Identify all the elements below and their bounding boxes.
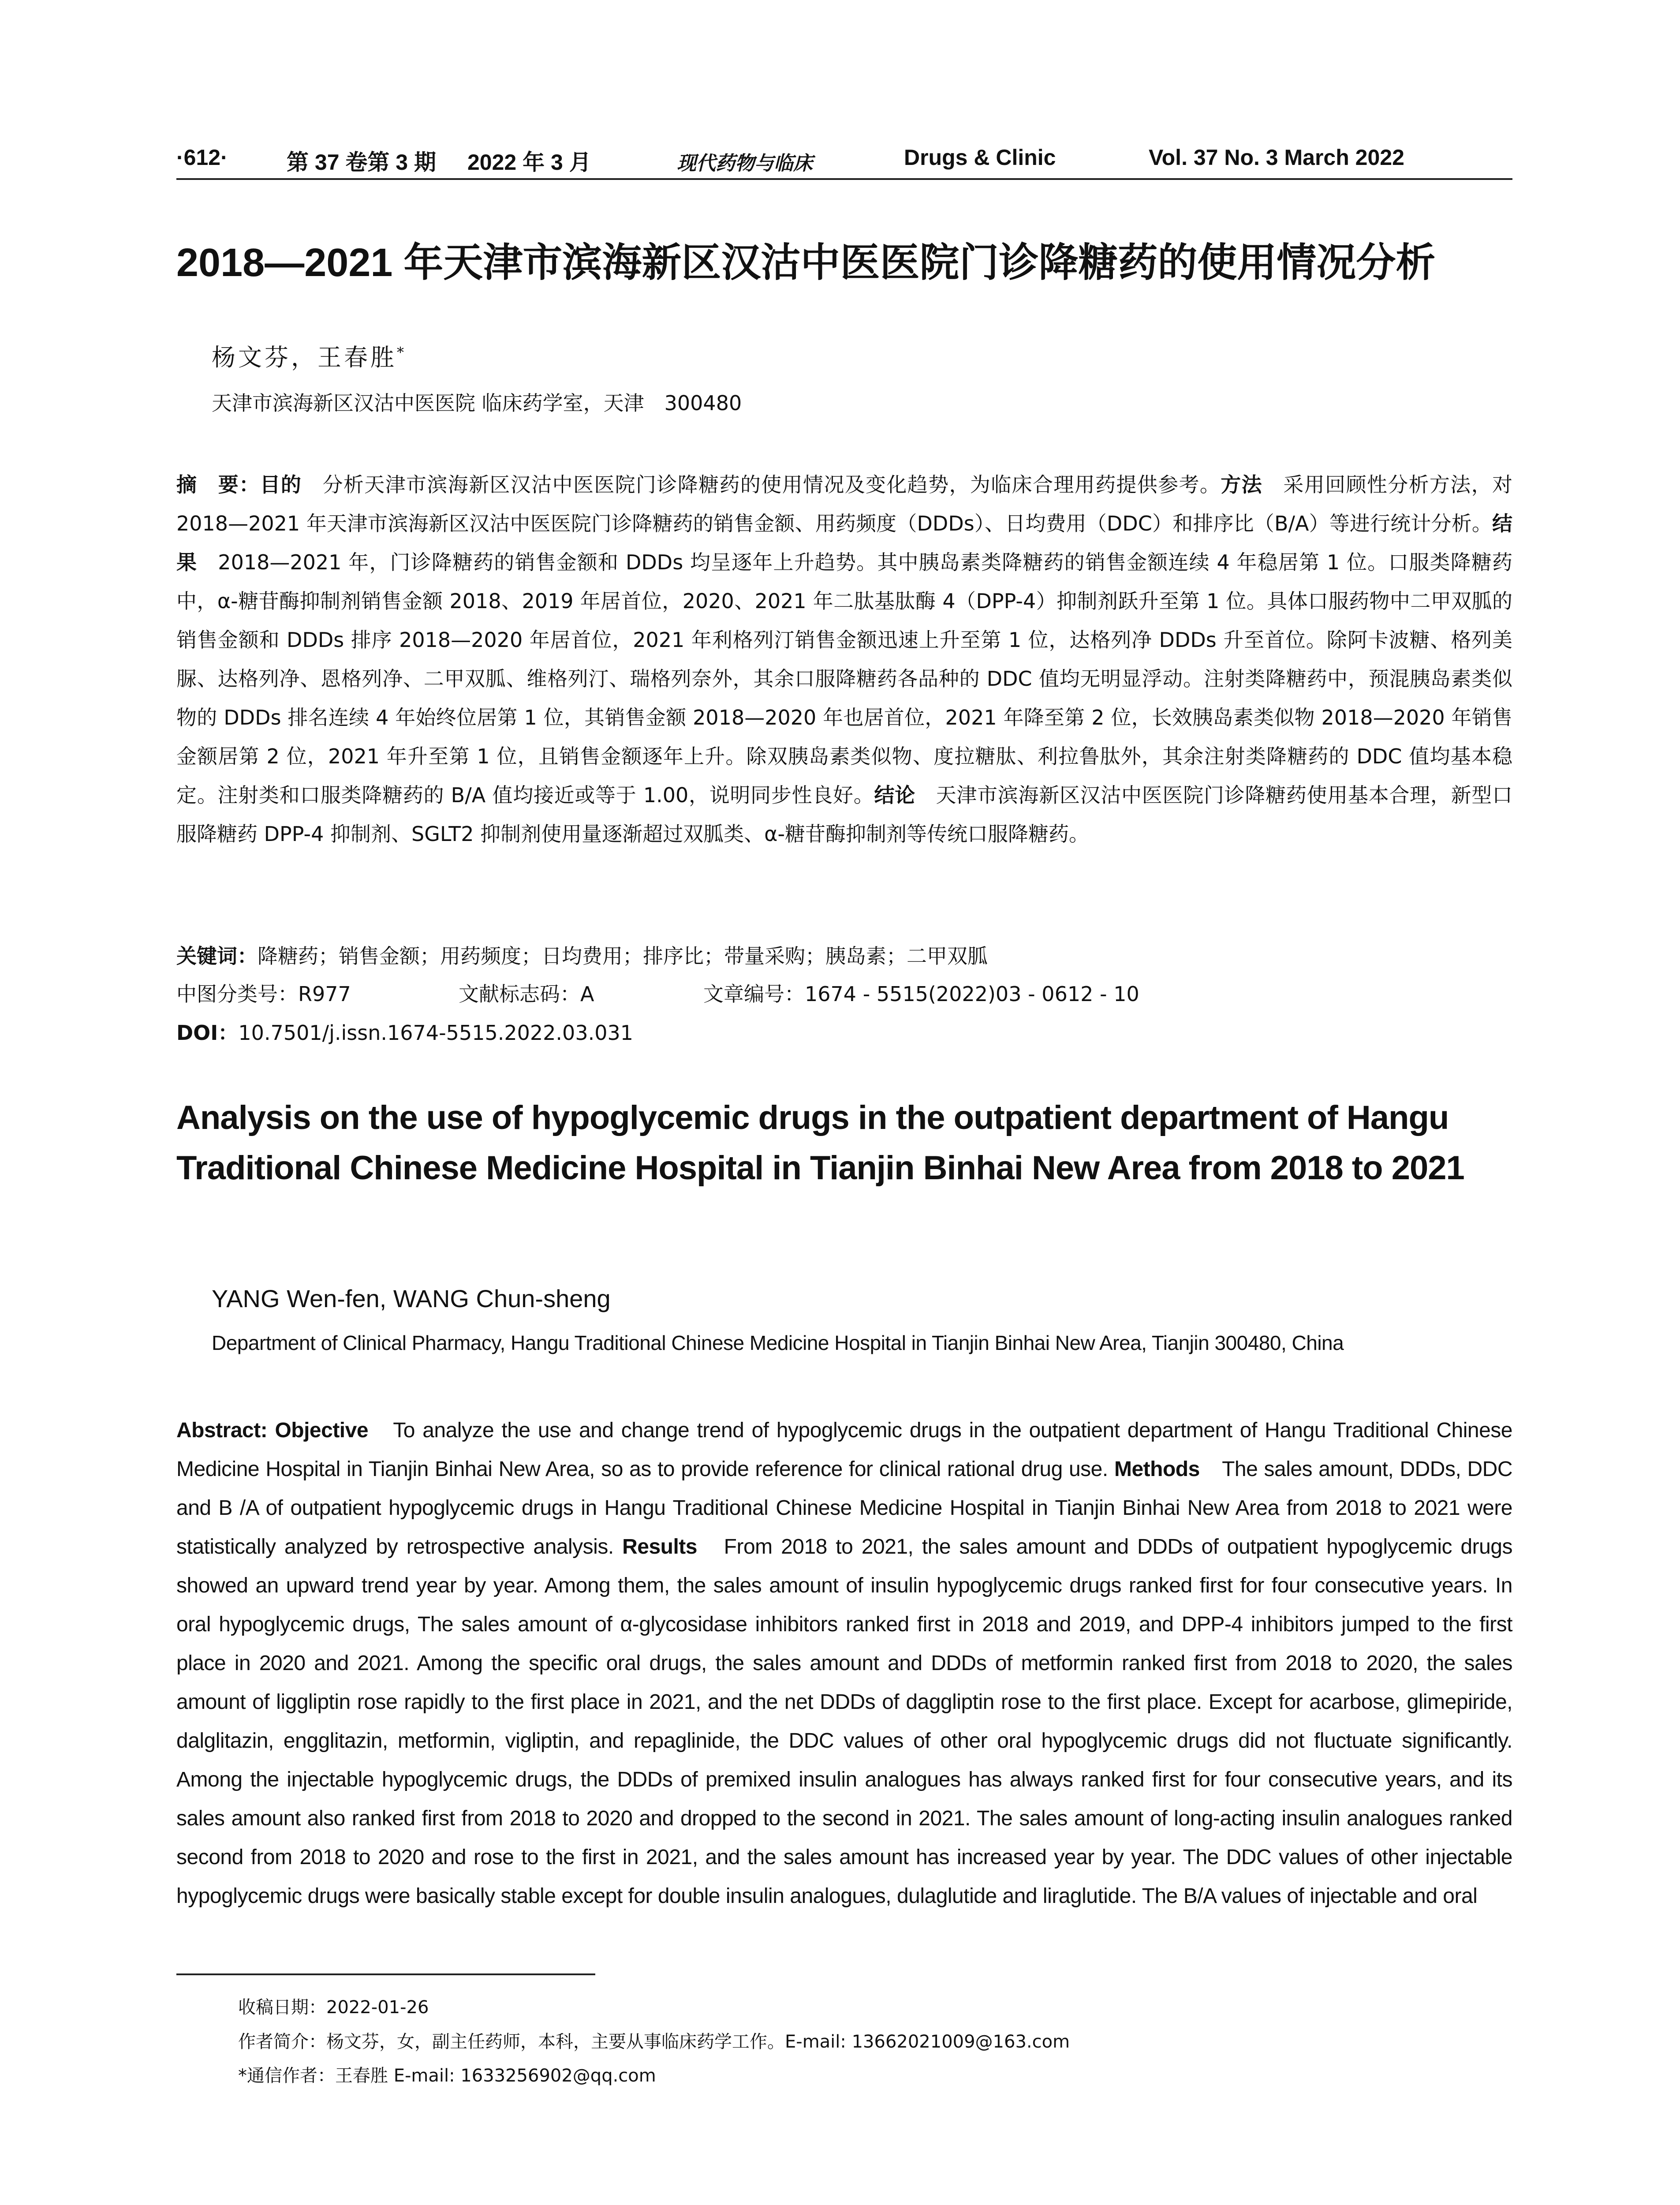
results-en-text: From 2018 to 2021, the sales amount and DDDs of outpatient hypoglycemic drugs showed an upward trend year by year. Among them, the sales amount of insulin hypoglycemic drugs ranked first for four consecutive years. In oral hypoglycemic drugs, The sales amount of α-glycosidase inhibitors ranked first in 2018 and 2019, and DPP-4 inhibitors jumped to the first place in 2020 and 2021. Among the specific oral drugs, the sales amount and DDDs of metformin ranked first from 2018 to 2020, the sales amount of liggliptin rose rapidly to the first place in 2021, and the net DDDs of daggliptin rose to the first place. Except for acarbose, glimepiride, dalglitazin, engglitazin, metformin, vigliptin, and repaglinide, the DDC values of other oral hypoglycemic drugs did not fluctuate significantly. Among the injectable hypoglycemic drugs, the DDDs of premixed insulin analogues has always ranked first for four consecutive years, and its sales amount also ranked first from 2018 to 2020 and dropped to the second in 2021. The sales amount of long-acting insulin analogues ranked second from 2018 to 2020 and rose to the first in 2021, and the sales amount has increased year by year. The DDC values of other injectable hypoglycemic drugs were basically stable except for double insulin analogues, dulaglutide and liraglutide. The B/A values of injectable and oral <box>176 1535 1512 1908</box>
footnote-author <box>238 2028 1070 2053</box>
affiliation-en: Department of Clinical Pharmacy, Hangu Traditional Chinese Medicine Hospital in Tianjin Binhai New Area, Tianjin 300480, China <box>212 1331 1344 1354</box>
footnote-rule <box>176 1973 595 1975</box>
article-number: 文章编号：1674 - 5515(2022)03 - 0612 - 10 <box>703 982 1139 1006</box>
document-code: 文献标志码：A <box>459 982 594 1006</box>
abstract-en-label: Abstract: <box>176 1419 275 1442</box>
objective-cn-label: 目的 <box>260 473 302 497</box>
keywords-label: 关键词： <box>176 944 258 968</box>
journal-name-cn: 现代药物与临床 <box>677 152 813 175</box>
keywords <box>176 940 988 969</box>
affiliation-cn: 天津市滨海新区汉沽中医医院 临床药学室，天津 300480 <box>212 391 742 415</box>
journal-name-en: Drugs & Clinic <box>904 145 1056 170</box>
methods-cn-label: 方法 <box>1221 473 1263 497</box>
date-cn: 2022 年 3 月 <box>467 150 591 175</box>
header-rule <box>176 178 1512 180</box>
doi-link[interactable]: 10.7501/j.issn.1674-5515.2022.03.031 <box>238 1021 634 1045</box>
title-en: Analysis on the use of hypoglycemic drugs in the outpatient department of Hangu Traditional Chinese Medicine Hospital in Tianjin Binhai New Area from 2018 to 2021 <box>176 1099 1464 1187</box>
footnote-received: 收稿日期：2022-01-26 <box>238 1997 429 2018</box>
footnote-corr-label: *通信作者： <box>238 2066 335 2086</box>
title-cn: 2018—2021 年天津市滨海新区汉沽中医医院门诊降糖药的使用情况分析 <box>176 241 1436 285</box>
authors-en: YANG Wen-fen, WANG Chun-sheng <box>212 1285 611 1312</box>
doi-label: DOI： <box>176 1021 239 1045</box>
footnote-corresponding <box>238 2062 656 2087</box>
objective-cn-text: 分析天津市滨海新区汉沽中医医院门诊降糖药的使用情况及变化趋势，为临床合理用药提供参考。 <box>302 473 1221 497</box>
corresponding-mark: * <box>397 344 407 361</box>
abstract-en <box>176 1411 1512 1916</box>
authors-cn <box>212 339 407 373</box>
authors-cn-names: 杨文芬，王春胜 <box>212 344 397 371</box>
abstract-cn-label: 摘 要： <box>176 473 260 497</box>
abstract-cn <box>176 465 1512 853</box>
results-cn-text: 2018—2021 年，门诊降糖药的销售金额和 DDDs 均呈逐年上升趋势。其中胰岛素类降糖药的销售金额连续 4 年稳居第 1 位。口服类降糖药中，α-糖苷酶抑制剂销售金额 2018、2019 年居首位，2020、2021 年二肽基肽酶 4（DPP-4）抑制剂跃升至第 1 位。具体口服药物中二甲双胍的销售金额和 DDDs 排序 2018—2020 年居首位，2021 年利格列汀销售金额迅速上升至第 1 位，达格列净 DDDs 升至首位。除阿卡波糖、格列美脲、达格列净、恩格列净、二甲双胍、维格列汀、瑞格列奈外，其余口服降糖药各品种的 DDC 值均无明显浮动。注射类降糖药中，预混胰岛素类似物的 DDDs 排名连续 4 年始终位居第 1 位，其销售金额 2018—2020 年也居首位，2021 年降至第 2 位，长效胰岛素类似物 2018—2020 年销售金额居第 2 位，2021 年升至第 1 位，且销售金额逐年上升。除双胰岛素类似物、度拉糖肽、利拉鲁肽外，其余注射类降糖药的 DDC 值均基本稳定。注射类和口服类降糖药的 B/A 值均接近或等于 1.00，说明同步性良好。 <box>176 550 1513 807</box>
methods-en-label: Methods <box>1114 1458 1200 1481</box>
keywords-text: 降糖药；销售金额；用药频度；日均费用；排序比；带量采购；胰岛素；二甲双胍 <box>258 944 988 968</box>
methods-cn-text: 采用回顾性分析方法，对 2018—2021 年天津市滨海新区汉沽中医医院门诊降糖药的销售金额、用药频度（DDDs）、日均费用（DDC）和排序比（B/A）等进行统计分析。 <box>176 473 1513 535</box>
footnote-corr-text: 王春胜 E-mail: 1633256902@qq.com <box>335 2066 656 2086</box>
footnote-author-text: 杨文芬，女，副主任药师，本科，主要从事临床药学工作。E-mail: 13662021009@163.com <box>326 2032 1070 2052</box>
objective-en-label: Objective <box>275 1419 369 1442</box>
conclusion-cn-label: 结论 <box>874 783 915 807</box>
methods-en-text: The sales amount, DDDs, DDC and B /A of outpatient hypoglycemic drugs in Hangu Traditional Chinese Medicine Hospital in Tianjin Binhai New Area from 2018 to 2021 were statistically analyzed by retrospective analysis. <box>176 1458 1513 1558</box>
running-header <box>176 140 1512 181</box>
doi-line <box>176 1017 633 1046</box>
results-en-label: Results <box>622 1535 697 1558</box>
volume-en: Vol. 37 No. 3 March 2022 <box>1149 145 1404 170</box>
clc-number: 中图分类号：R977 <box>176 982 351 1006</box>
volume-cn: 第 37 卷第 3 期 <box>287 150 436 175</box>
footnote-author-label: 作者简介： <box>238 2032 326 2052</box>
page-number: ·612· <box>176 145 228 170</box>
conclusion-cn-text: 天津市滨海新区汉沽中医医院门诊降糖药使用基本合理，新型口服降糖药 DPP-4 抑制剂、SGLT2 抑制剂使用量逐渐超过双胍类、α-糖苷酶抑制剂等传统口服降糖药。 <box>176 783 1513 846</box>
objective-en-text: To analyze the use and change trend of hypoglycemic drugs in the outpatient department of Hangu Traditional Chinese Medicine Hospital in Tianjin Binhai New Area, so as to provide reference for clinical rational drug use. <box>176 1419 1512 1481</box>
results-cn-label: 结果 <box>176 512 1512 574</box>
